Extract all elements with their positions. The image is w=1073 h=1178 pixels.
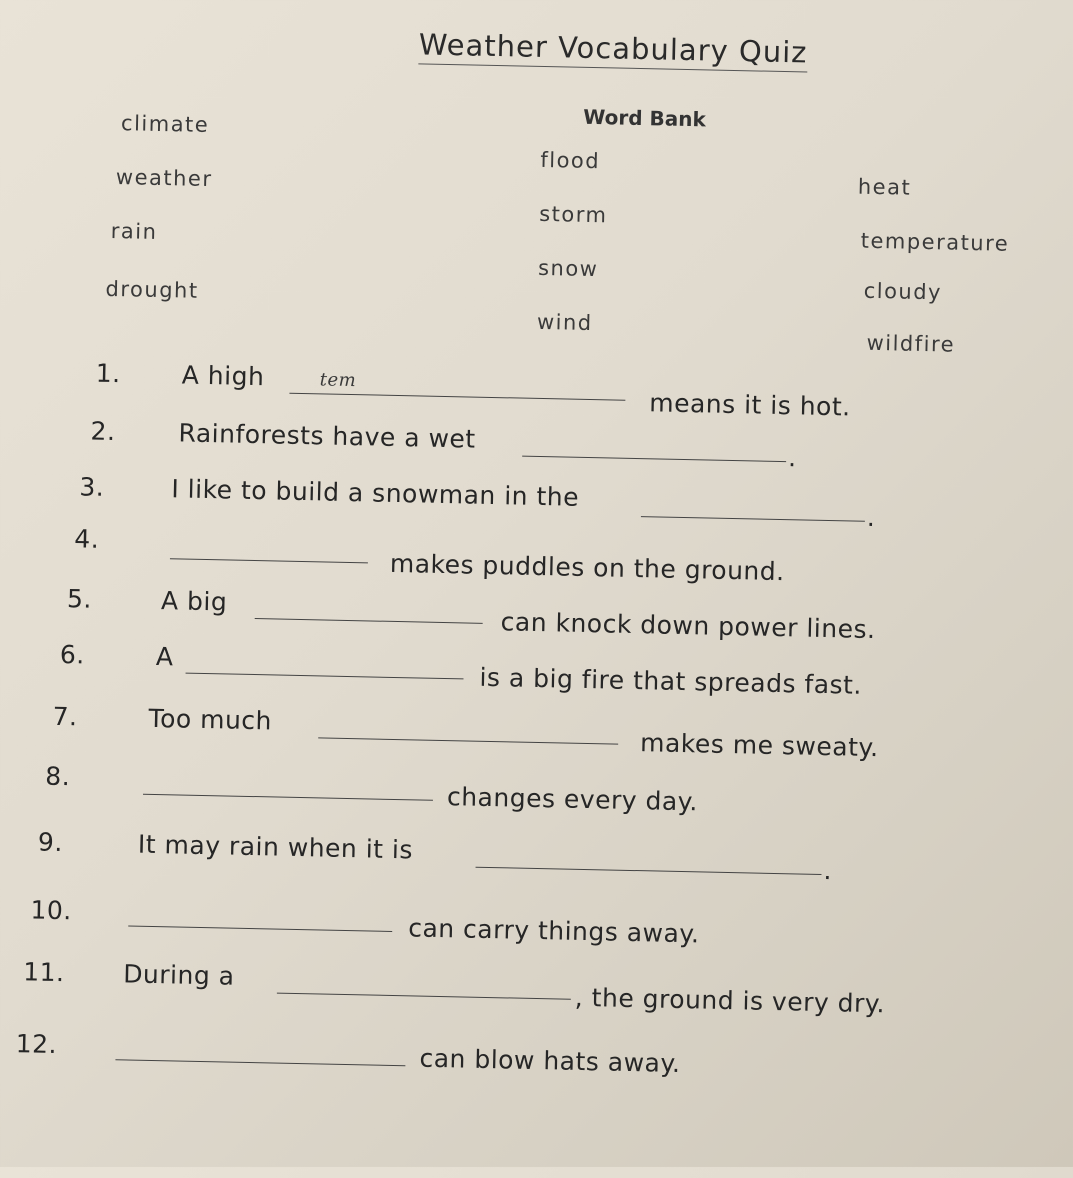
question-number: 1. [95, 358, 121, 389]
question-text: can carry things away. [407, 913, 700, 949]
question-text: Too much [148, 703, 273, 736]
answer-blank[interactable] [522, 456, 786, 463]
word-bank-heading: Word Bank [583, 104, 707, 132]
answer-blank[interactable] [170, 558, 368, 563]
question-text: can blow hats away. [419, 1043, 681, 1079]
word-bank-word: heat [857, 174, 912, 200]
answer-blank[interactable] [318, 737, 618, 744]
answer-blank[interactable] [255, 618, 483, 624]
word-bank-word: drought [105, 276, 199, 303]
answer-blank[interactable] [115, 1059, 405, 1066]
question-text: . [866, 502, 876, 533]
answer-blank[interactable] [143, 794, 433, 801]
question-text: . [787, 443, 797, 473]
word-bank-word: wind [536, 309, 593, 336]
answer-blank[interactable] [476, 867, 822, 875]
question-text: makes puddles on the ground. [389, 548, 785, 587]
word-bank-word: rain [110, 218, 158, 244]
answer-blank[interactable] [289, 393, 625, 401]
question-text: . [823, 856, 833, 886]
question-text: changes every day. [446, 782, 699, 817]
question-text: means it is hot. [649, 388, 851, 422]
question-number: 9. [37, 827, 64, 858]
question-text: It may rain when it is [137, 829, 414, 865]
question-text: A big [160, 586, 228, 617]
answer-blank[interactable] [277, 993, 571, 1000]
answer-blank[interactable] [128, 925, 392, 932]
word-bank-word: weather [115, 165, 213, 192]
question-number: 6. [59, 639, 86, 670]
question-text: During a [122, 959, 235, 991]
question-number: 8. [45, 761, 71, 792]
word-bank-word: snow [537, 255, 599, 282]
question-number: 2. [90, 416, 116, 447]
question-number: 4. [74, 524, 100, 554]
word-bank-word: wildfire [866, 330, 956, 357]
question-text: makes me sweaty. [639, 728, 879, 763]
question-text: Rainforests have a wet [178, 418, 476, 454]
question-number: 3. [79, 472, 105, 502]
word-bank-word: cloudy [863, 278, 943, 305]
question-number: 10. [30, 895, 73, 926]
question-text: I like to build a snowman in the [171, 474, 580, 512]
word-bank-word: climate [120, 111, 210, 137]
question-text: is a big fire that spreads fast. [479, 662, 863, 700]
question-number: 7. [52, 701, 78, 732]
question-text: A [155, 641, 174, 672]
answer-blank[interactable] [641, 516, 865, 522]
question-text: A high [181, 360, 265, 392]
word-bank-word: storm [538, 201, 608, 228]
word-bank-word: temperature [860, 228, 1010, 256]
question-number: 12. [15, 1029, 58, 1059]
question-text: can knock down power lines. [500, 607, 876, 645]
question-number: 11. [22, 957, 65, 988]
question-text: , the ground is very dry. [574, 982, 886, 1019]
handwritten-answer: tem [319, 369, 357, 392]
quiz-title: Weather Vocabulary Quiz [418, 27, 807, 72]
word-bank-word: flood [540, 147, 601, 174]
question-number: 5. [66, 584, 93, 614]
answer-blank[interactable] [186, 673, 464, 680]
